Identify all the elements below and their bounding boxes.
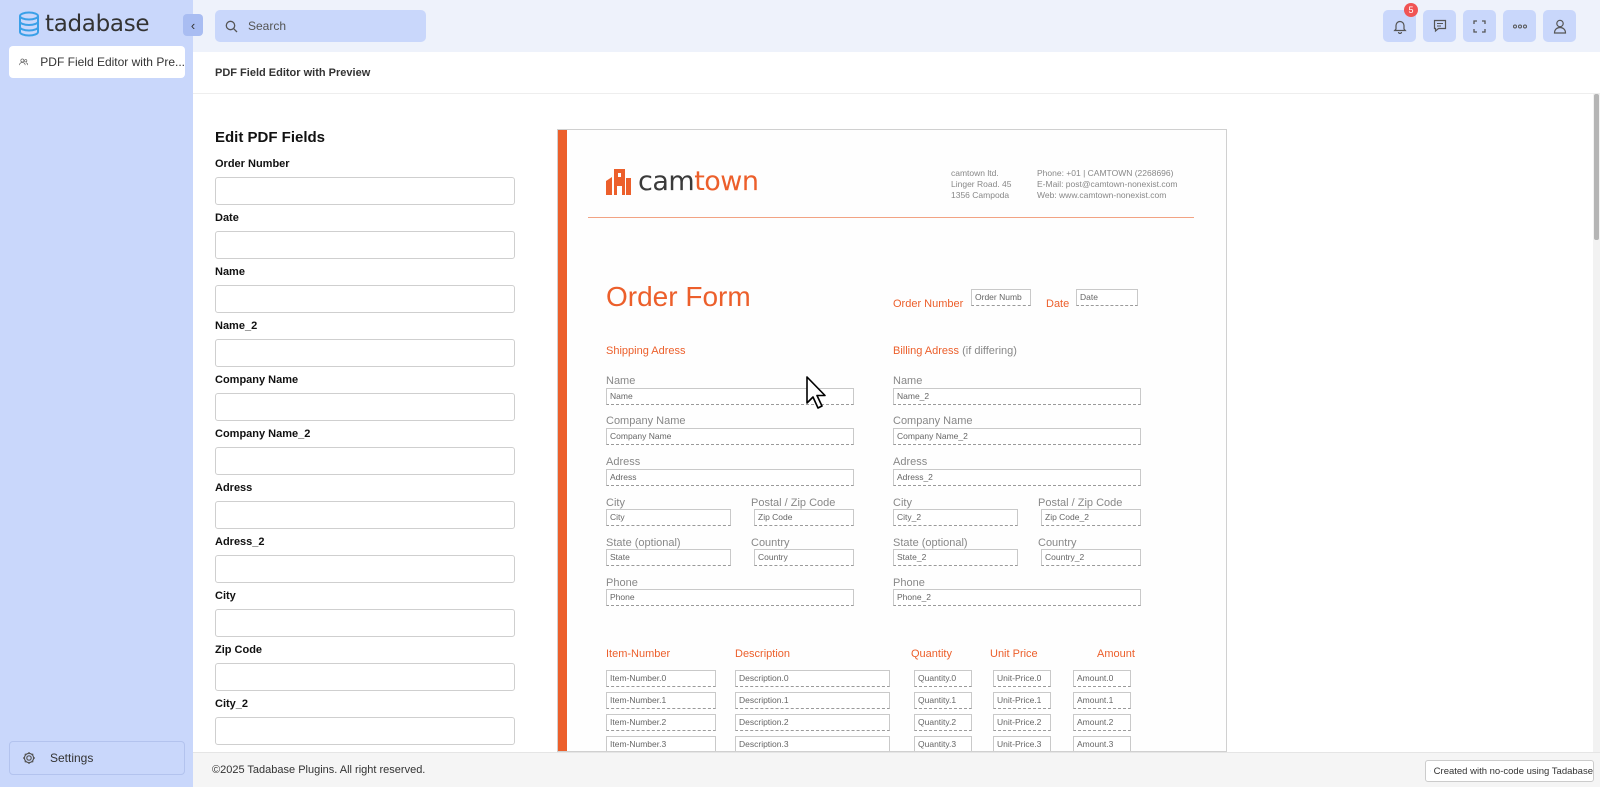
pdf-shipping-company-field[interactable]: Company Name (606, 428, 854, 445)
fullscreen-icon (1473, 20, 1486, 33)
pdf-brand (606, 168, 759, 195)
field-label-adress-2: Adress_2 (215, 536, 265, 548)
pdf-billing-country-label: Country (1038, 537, 1077, 549)
pdf-billing-company-label: Company Name (893, 415, 973, 427)
pdf-shipping-city-label: City (606, 497, 625, 509)
field-label-adress: Adress (215, 482, 253, 494)
search-icon (225, 20, 238, 33)
pdf-preview[interactable] (557, 129, 1227, 752)
pdf-billing-phone-label: Phone (893, 577, 925, 589)
pdf-item-number-field[interactable]: Item-Number.3 (606, 736, 716, 752)
database-icon (1430, 765, 1431, 777)
name-input[interactable] (215, 285, 515, 313)
pdf-item-number-field[interactable]: Item-Number.0 (606, 670, 716, 687)
search-box[interactable] (215, 10, 426, 42)
users-icon (19, 55, 28, 69)
pdf-billing-phone-field[interactable]: Phone_2 (893, 589, 1141, 606)
pdf-billing-zip-field[interactable]: Zip Code_2 (1041, 509, 1141, 526)
pdf-quantity-field[interactable]: Quantity.3 (914, 736, 972, 752)
city-2-input[interactable] (215, 717, 515, 745)
contact-line: Web: www.camtown-nonexist.com (1037, 190, 1167, 200)
pdf-shipping-phone-field[interactable]: Phone (606, 589, 854, 606)
pdf-shipping-zip-field[interactable]: Zip Code (754, 509, 854, 526)
top-header (190, 0, 1600, 52)
zip-code-input[interactable] (215, 663, 515, 691)
pdf-shipping-adress-field[interactable]: Adress (606, 469, 854, 486)
user-icon (1553, 19, 1567, 34)
pdf-description-field[interactable]: Description.2 (735, 714, 890, 731)
pdf-billing-city-label: City (893, 497, 912, 509)
billing-note: (if differing) (962, 345, 1017, 357)
pdf-item-number-field[interactable]: Item-Number.2 (606, 714, 716, 731)
city-input[interactable] (215, 609, 515, 637)
pdf-amount-field[interactable]: Amount.3 (1073, 736, 1131, 752)
footer (193, 752, 1600, 787)
pdf-unit-price-field[interactable]: Unit-Price.2 (993, 714, 1051, 731)
pdf-description-field[interactable]: Description.1 (735, 692, 890, 709)
pdf-shipping-country-field[interactable]: Country (754, 549, 854, 566)
chevron-left-icon: ‹ (190, 17, 196, 33)
sidebar-item-settings[interactable] (9, 741, 185, 775)
pdf-billing-state-label: State (optional) (893, 537, 968, 549)
contact-line: 1356 Campoda (951, 190, 1010, 200)
page-scrollbar-thumb[interactable] (1594, 94, 1599, 240)
camtown-building-icon (606, 169, 631, 195)
pdf-description-field[interactable]: Description.3 (735, 736, 890, 752)
pdf-shipping-city-field[interactable]: City (606, 509, 731, 526)
pdf-shipping-country-label: Country (751, 537, 790, 549)
pdf-shipping-state-field[interactable]: State (606, 549, 731, 566)
pdf-order-title: Order Form (606, 281, 751, 312)
field-label-date: Date (215, 212, 239, 224)
field-label-city-2: City_2 (215, 698, 249, 710)
field-label-zip-code: Zip Code (215, 644, 263, 656)
field-label-company-name: Company Name (215, 374, 299, 386)
pdf-order-number-field[interactable]: Order Numb (971, 289, 1031, 306)
contact-line: Linger Road. 45 (951, 179, 1012, 189)
pdf-shipping-zip-label: Postal / Zip Code (751, 497, 836, 509)
field-label-order-number: Order Number (215, 158, 290, 170)
pdf-unit-price-field[interactable]: Unit-Price.1 (993, 692, 1051, 709)
contact-line: Phone: +01 | CAMTOWN (2268696) (1037, 168, 1174, 178)
pdf-description-field[interactable]: Description.0 (735, 670, 890, 687)
brand-prefix: cam (638, 166, 695, 197)
brand-suffix: town (694, 166, 759, 197)
pdf-quantity-field[interactable]: Quantity.1 (914, 692, 972, 709)
notifications-button[interactable] (1383, 5, 1416, 42)
chat-icon (1433, 19, 1447, 33)
pdf-billing-city-field[interactable]: City_2 (893, 509, 1018, 526)
company-name-2-input[interactable] (215, 447, 515, 475)
fullscreen-button[interactable] (1463, 10, 1496, 42)
pdf-date-field[interactable]: Date (1076, 289, 1138, 306)
more-icon (1513, 24, 1527, 29)
pdf-contact-details (1037, 168, 1177, 201)
breadcrumb (193, 52, 1600, 94)
pdf-shipping-name-label: Name (606, 375, 636, 387)
pdf-shipping-company-label: Company Name (606, 415, 686, 427)
bell-icon (1393, 19, 1407, 34)
pdf-billing-state-field[interactable]: State_2 (893, 549, 1018, 566)
pdf-table-header-unit-price: Unit Price (990, 648, 1038, 660)
pdf-shipping-heading: Shipping Adress (606, 345, 686, 357)
pdf-contact-address (951, 168, 1012, 201)
pdf-amount-field[interactable]: Amount.0 (1073, 670, 1131, 687)
sidebar-settings-label: Settings (50, 751, 94, 765)
pdf-billing-country-field[interactable]: Country_2 (1041, 549, 1141, 566)
pdf-unit-price-field[interactable]: Unit-Price.0 (993, 670, 1051, 687)
field-label-city: City (215, 590, 236, 602)
form-title: Edit PDF Fields (215, 129, 326, 146)
messages-button[interactable] (1423, 10, 1456, 42)
pdf-order-number-label: Order Number (893, 298, 964, 310)
app-logo[interactable] (18, 11, 149, 37)
user-profile-button[interactable] (1543, 10, 1576, 42)
sidebar-item-label: PDF Field Editor with Pre... (40, 55, 185, 69)
pdf-unit-price-field[interactable]: Unit-Price.3 (993, 736, 1051, 752)
pdf-billing-name-field[interactable]: Name_2 (893, 388, 1141, 405)
pdf-billing-company-field[interactable]: Company Name_2 (893, 428, 1141, 445)
date-input[interactable] (215, 231, 515, 259)
database-icon (18, 11, 40, 37)
page-title: PDF Field Editor with Preview (215, 67, 371, 79)
pdf-billing-adress-label: Adress (893, 456, 928, 468)
app-brand: tadabase (45, 11, 150, 37)
pdf-divider (588, 217, 1194, 218)
order-number-input[interactable] (215, 177, 515, 205)
tadabase-badge[interactable] (1425, 760, 1594, 782)
field-label-name-2: Name_2 (215, 320, 258, 332)
more-options-button[interactable] (1503, 10, 1536, 42)
pdf-shipping-state-label: State (optional) (606, 537, 681, 549)
search-input[interactable] (248, 19, 408, 33)
sidebar-collapse-button[interactable] (183, 14, 203, 36)
pdf-brand-text (638, 168, 759, 195)
contact-line: camtown ltd. (951, 168, 999, 178)
billing-heading-text: Billing Adress (893, 345, 960, 357)
pdf-amount-field[interactable]: Amount.2 (1073, 714, 1131, 731)
pdf-billing-name-label: Name (893, 375, 923, 387)
field-label-company-name-2: Company Name_2 (215, 428, 311, 440)
footer-copyright: ©2025 Tadabase Plugins. All right reserved. (212, 764, 426, 776)
pdf-table-header-description: Description (735, 648, 791, 660)
gear-icon (22, 751, 36, 765)
pdf-amount-field[interactable]: Amount.1 (1073, 692, 1131, 709)
field-label-name: Name (215, 266, 245, 278)
pdf-table-header-item-number: Item-Number (606, 648, 671, 660)
contact-line: E-Mail: post@camtown-nonexist.com (1037, 179, 1178, 189)
pdf-shipping-name-field[interactable]: Name (606, 388, 854, 405)
notification-badge: 5 (1404, 3, 1418, 17)
pdf-quantity-field[interactable]: Quantity.0 (914, 670, 972, 687)
badge-text: Created with no-code using Tadabase (1433, 765, 1593, 777)
adress-2-input[interactable] (215, 555, 515, 583)
pdf-date-label: Date (1046, 298, 1070, 310)
pdf-shipping-adress-label: Adress (606, 456, 641, 468)
pdf-billing-heading (893, 345, 1017, 357)
sidebar-item-pdf-field-editor[interactable] (9, 46, 185, 78)
pdf-table-header-quantity: Quantity (911, 648, 952, 660)
pdf-item-number-field[interactable]: Item-Number.1 (606, 692, 716, 709)
mouse-cursor-icon (805, 375, 829, 411)
adress-input[interactable] (215, 501, 515, 529)
pdf-accent-bar (558, 130, 567, 751)
name-2-input[interactable] (215, 339, 515, 367)
company-name-input[interactable] (215, 393, 515, 421)
sidebar (0, 0, 196, 787)
pdf-billing-zip-label: Postal / Zip Code (1038, 497, 1123, 509)
pdf-shipping-phone-label: Phone (606, 577, 638, 589)
pdf-billing-adress-field[interactable]: Adress_2 (893, 469, 1141, 486)
pdf-quantity-field[interactable]: Quantity.2 (914, 714, 972, 731)
pdf-table-header-amount: Amount (1097, 648, 1135, 660)
